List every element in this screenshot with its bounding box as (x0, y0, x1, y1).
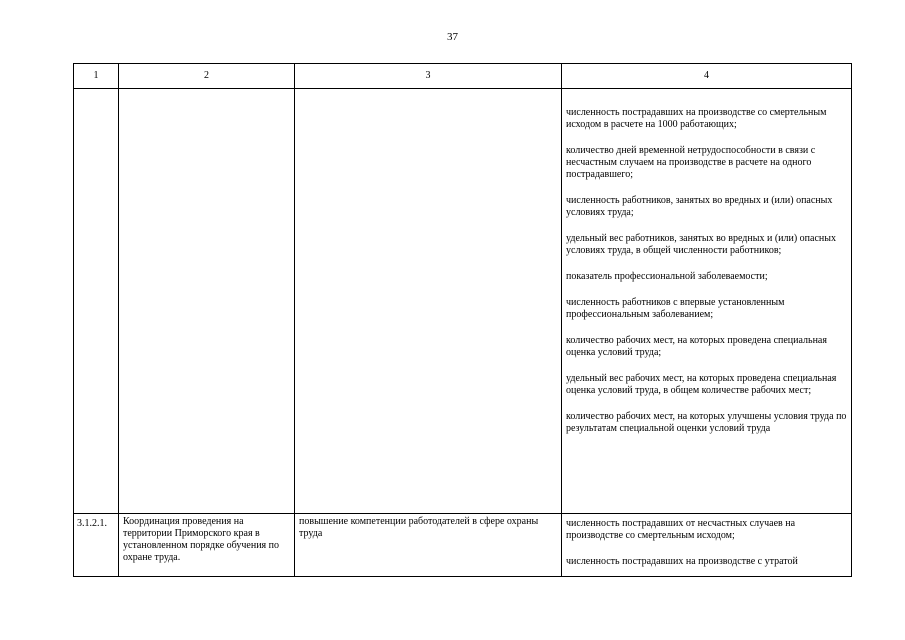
row2-result: повышение компетенции работодателей в сфере охраны труда (299, 516, 539, 539)
column-header-1: 1 (74, 64, 119, 89)
row1-col3-cell (295, 89, 562, 514)
indicator-item: количество дней временной нетрудоспособности в связи с несчастным случаем на производстве в расчете на одного пострадавшего; (566, 145, 816, 180)
indicator-item: численность работников с впервые установленным профессиональным заболеванием; (566, 297, 785, 320)
row2-indicators (562, 514, 851, 570)
row2-col4-cell (562, 514, 852, 577)
row1-activity (119, 89, 294, 91)
column-header-4: 4 (562, 64, 852, 89)
indicator-item: численность пострадавших на производстве с утратой (566, 556, 798, 567)
row2-number: 3.1.2.1. (77, 518, 107, 529)
indicator-item: количество рабочих мест, на которых улучшены условия труда по результатам специальной оценки условий труда (566, 411, 847, 434)
table-row (74, 89, 852, 514)
column-header-3: 3 (295, 64, 562, 89)
indicator-item: удельный вес работников, занятых во вредных и (или) опасных условиях труда, в общей численности работников; (566, 233, 836, 256)
indicator-item: численность работников, занятых во вредных и (или) опасных условиях труда; (566, 195, 833, 218)
row1-indicators (562, 89, 851, 437)
row2-col2-cell (119, 514, 295, 577)
row1-col4-cell (562, 89, 852, 514)
indicator-item: численность пострадавших от несчастных случаев на производстве со смертельным исходом; (566, 518, 796, 541)
document-table (73, 63, 852, 577)
indicator-item: показатель профессиональной заболеваемости; (566, 271, 768, 282)
row1-result (295, 89, 561, 91)
row2-activity: Координация проведения на территории Приморского края в установленном порядке обучения по охране труда. (123, 516, 279, 563)
row1-number (74, 89, 118, 93)
column-header-2: 2 (119, 64, 295, 89)
indicator-item: количество рабочих мест, на которых проведена специальная оценка условий труда; (566, 335, 827, 358)
row1-col1-cell (74, 89, 119, 514)
page-number: 37 (447, 31, 458, 43)
row1-col2-cell (119, 89, 295, 514)
row2-col3-cell (295, 514, 562, 577)
indicator-item: численность пострадавших на производстве со смертельным исходом в расчете на 1000 работающих; (566, 107, 827, 130)
table-row (74, 514, 852, 577)
indicator-item: удельный вес рабочих мест, на которых проведена специальная оценка условий труда, в общем количестве рабочих мест; (566, 373, 837, 396)
row2-col1-cell (74, 514, 119, 577)
table-header-row (74, 64, 852, 89)
